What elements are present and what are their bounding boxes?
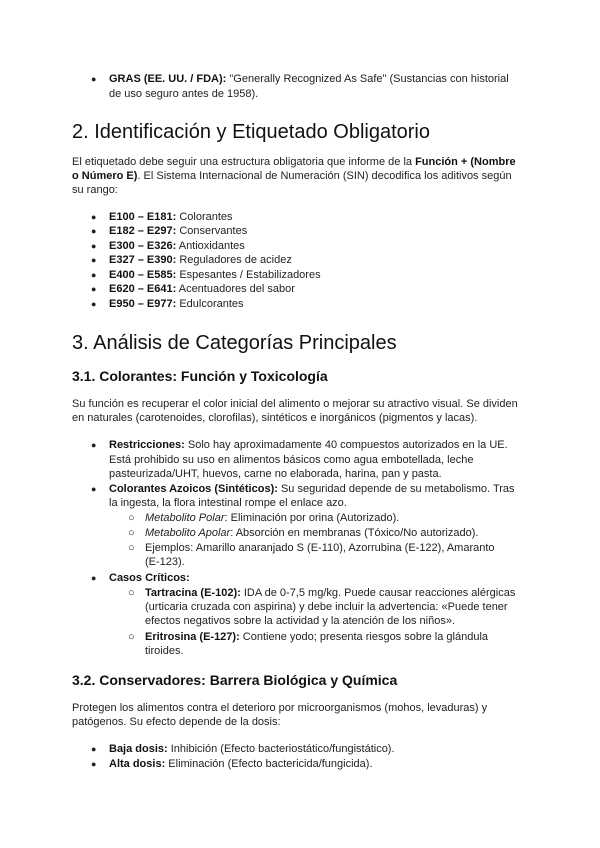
examples-line2: (E-123). bbox=[145, 556, 185, 568]
list-bullet-icon: ● bbox=[91, 440, 97, 450]
low-label: Baja dosis: bbox=[109, 743, 168, 755]
list-item-alta-dosis bbox=[109, 757, 373, 772]
range-code: E182 – E297: bbox=[109, 225, 177, 237]
sublist-item-examples: Ejemplos: Amarillo anaranjado S (E-110), Azorrubina (E-122), Amaranto bbox=[145, 542, 495, 554]
range-desc: Espesantes / Estabilizadores bbox=[176, 269, 321, 281]
sub32-intro-line1: Protegen los alimentos contra el deterioro por microorganismos (mohos, levaduras) y bbox=[72, 702, 488, 714]
list-item-range bbox=[109, 253, 292, 268]
sublist-bullet-icon: ○ bbox=[128, 542, 135, 554]
section2-intro-line1 bbox=[72, 155, 516, 170]
range-code: E300 – E326: bbox=[109, 240, 177, 252]
list-bullet-icon: ● bbox=[91, 744, 97, 754]
list-item-range bbox=[109, 224, 247, 239]
list-bullet-icon: ● bbox=[91, 573, 97, 583]
range-desc: Colorantes bbox=[176, 211, 233, 223]
range-code: E327 – E390: bbox=[109, 254, 177, 266]
sublist-item-tartracina bbox=[145, 586, 515, 601]
list-item-range bbox=[109, 268, 321, 283]
high-text: Eliminación (Efecto bactericida/fungicida). bbox=[165, 758, 373, 770]
range-code: E950 – E977: bbox=[109, 298, 177, 310]
polar-label: Metabolito Polar bbox=[145, 512, 225, 524]
sublist-bullet-icon: ○ bbox=[128, 587, 135, 599]
range-desc: Antioxidantes bbox=[176, 240, 245, 252]
intro-text-2: . El Sistema Internacional de Numeración (SIN) decodifica los aditivos según bbox=[137, 170, 512, 182]
range-desc: Reguladores de acidez bbox=[176, 254, 292, 266]
sublist-bullet-icon: ○ bbox=[128, 512, 135, 524]
sublist-bullet-icon: ○ bbox=[128, 631, 135, 643]
list-item-range bbox=[109, 239, 245, 254]
list-item-range bbox=[109, 210, 233, 225]
sub31-intro-line2: en naturales (carotenoides, clorofilas), sintéticos e inorgánicos (pigmentos y lacas). bbox=[72, 412, 478, 424]
list-item-range bbox=[109, 297, 244, 312]
critical-label: Casos Críticos: bbox=[109, 572, 190, 584]
sublist-item-apolar bbox=[145, 526, 478, 541]
list-bullet-icon: ● bbox=[91, 484, 97, 494]
range-code: E400 – E585: bbox=[109, 269, 177, 281]
intro-bold-2: o Número E) bbox=[72, 170, 138, 182]
polar-text: : Eliminación por orina (Autorizado). bbox=[224, 512, 400, 524]
list-bullet-icon: ● bbox=[91, 241, 97, 251]
section3-heading: 3. Análisis de Categorías Principales bbox=[72, 332, 397, 354]
gras-text: "Generally Recognized As Safe" (Sustancias con historial bbox=[226, 73, 509, 85]
list-item-azoicos bbox=[109, 482, 515, 497]
azo-line2: la ingesta, la flora intestinal rompe el enlace azo. bbox=[109, 497, 347, 509]
subsection-3-2-heading: 3.2. Conservadores: Barrera Biológica y Química bbox=[72, 672, 398, 688]
list-bullet-icon: ● bbox=[91, 270, 97, 280]
section2-heading: 2. Identificación y Etiquetado Obligatorio bbox=[72, 121, 430, 143]
list-item-gras bbox=[109, 72, 509, 87]
list-bullet-icon: ● bbox=[91, 299, 97, 309]
subsection-3-1-heading: 3.1. Colorantes: Función y Toxicología bbox=[72, 368, 328, 384]
apolar-label: Metabolito Apolar bbox=[145, 527, 231, 539]
azo-text: Su seguridad depende de su metabolismo. Tras bbox=[277, 483, 515, 495]
list-bullet-icon: ● bbox=[91, 74, 97, 84]
tartra-line2: (urticaria cruzada con aspirina) y debe incluir la advertencia: «Puede tener bbox=[145, 601, 508, 613]
apolar-text: : Absorción en membranas (Tóxico/No autorizado). bbox=[230, 527, 479, 539]
list-item-range bbox=[109, 282, 295, 297]
restr-text: Solo hay aproximadamente 40 compuestos autorizados en la UE. bbox=[184, 439, 508, 451]
sub31-intro-line1: Su función es recuperar el color inicial del alimento o mejorar su atractivo visual. Se dividen bbox=[72, 398, 518, 410]
list-item-casos-criticos bbox=[109, 571, 190, 586]
range-desc: Acentuadores del sabor bbox=[176, 283, 295, 295]
range-desc: Edulcorantes bbox=[176, 298, 244, 310]
eritro-text: Contiene yodo; presenta riesgos sobre la glándula bbox=[239, 631, 489, 643]
sublist-item-eritrosina bbox=[145, 630, 488, 645]
tartra-label: Tartracina (E-102): bbox=[145, 587, 241, 599]
sublist-bullet-icon: ○ bbox=[128, 527, 135, 539]
list-item-baja-dosis bbox=[109, 742, 395, 757]
range-code: E620 – E641: bbox=[109, 283, 177, 295]
sub32-intro-line2: patógenos. Su efecto depende de la dosis: bbox=[72, 716, 281, 728]
tartra-line3: efectos negativos sobre la actividad y la atención de los niños». bbox=[145, 615, 456, 627]
restr-line2: Está prohibido su uso en alimentos básicos como agua embotellada, leche bbox=[109, 454, 474, 466]
azo-label: Colorantes Azoicos (Sintéticos): bbox=[109, 483, 278, 495]
restr-line3: pasteurizada/UHT, huevos, carne no elaborada, harina, pan y pasta. bbox=[109, 468, 442, 480]
high-label: Alta dosis: bbox=[109, 758, 166, 770]
range-code: E100 – E181: bbox=[109, 211, 177, 223]
list-bullet-icon: ● bbox=[91, 212, 97, 222]
gras-text-line2: de uso seguro antes de 1958). bbox=[109, 88, 259, 100]
list-item-restricciones bbox=[109, 438, 508, 453]
list-bullet-icon: ● bbox=[91, 255, 97, 265]
low-text: Inhibición (Efecto bacteriostático/fungistático). bbox=[167, 743, 395, 755]
gras-label: GRAS (EE. UU. / FDA): bbox=[109, 73, 227, 85]
intro-text: El etiquetado debe seguir una estructura obligatoria que informe de la bbox=[72, 156, 416, 168]
section2-intro-line3: su rango: bbox=[72, 184, 118, 196]
list-bullet-icon: ● bbox=[91, 284, 97, 294]
tartra-text: IDA de 0-7,5 mg/kg. Puede causar reacciones alérgicas bbox=[240, 587, 516, 599]
list-bullet-icon: ● bbox=[91, 759, 97, 769]
eritro-line2: tiroides. bbox=[145, 645, 184, 657]
eritro-label: Eritrosina (E-127): bbox=[145, 631, 240, 643]
intro-bold: Función + (Nombre bbox=[415, 156, 516, 168]
section2-intro-line2 bbox=[72, 169, 512, 184]
restr-label: Restricciones: bbox=[109, 439, 185, 451]
list-bullet-icon: ● bbox=[91, 226, 97, 236]
range-desc: Conservantes bbox=[176, 225, 248, 237]
sublist-item-polar bbox=[145, 511, 399, 526]
